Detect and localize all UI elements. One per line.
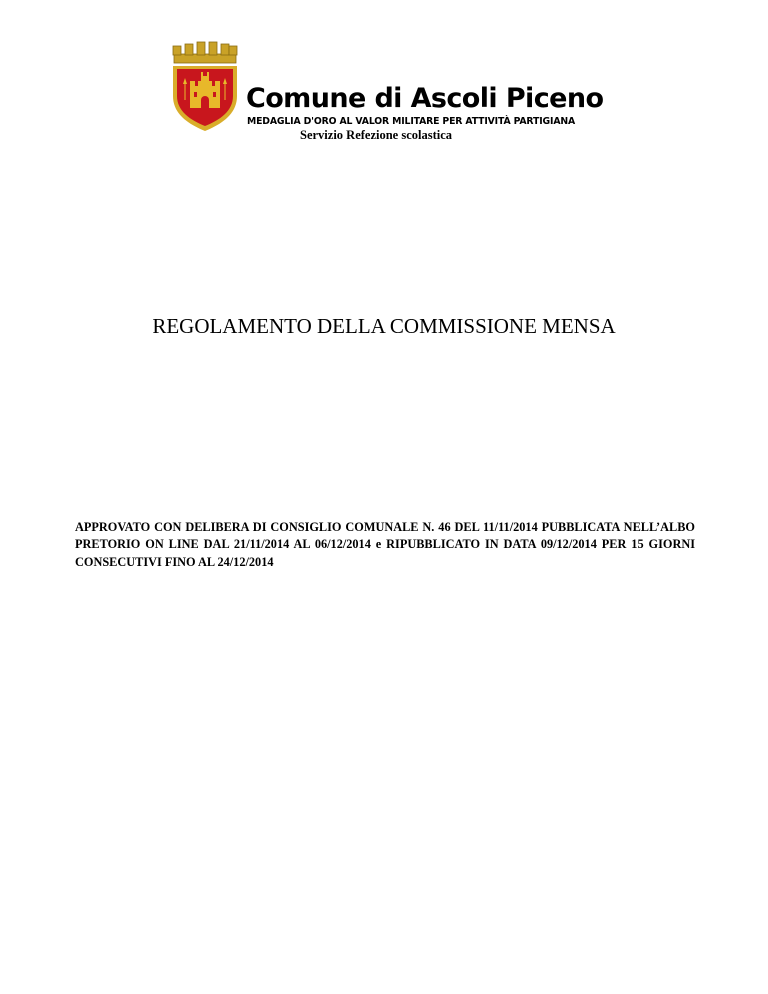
approval-notice: APPROVATO CON DELIBERA DI CONSIGLIO COMUNALE N. 46 DEL 11/11/2014 PUBBLICATA NELL’ALBO PRETORIO ON LINE DAL 21/11/2014 AL 06/12/2014 e RIPUBBLICATO IN DATA 09/12/2014 PER 15 GIORNI CONSECUTIVI FINO AL 24/12/2014 [75, 520, 695, 569]
document-title: REGOLAMENTO DELLA COMMISSIONE MENSA [152, 314, 616, 338]
coat-of-arms-icon [168, 40, 242, 132]
service-name: Servizio Refezione scolastica [300, 128, 453, 142]
organization-name: Comune di Ascoli Piceno [246, 83, 604, 114]
organization-motto: MEDAGLIA D'ORO AL VALOR MILITARE PER ATTIVITÀ PARTIGIANA [247, 116, 576, 127]
